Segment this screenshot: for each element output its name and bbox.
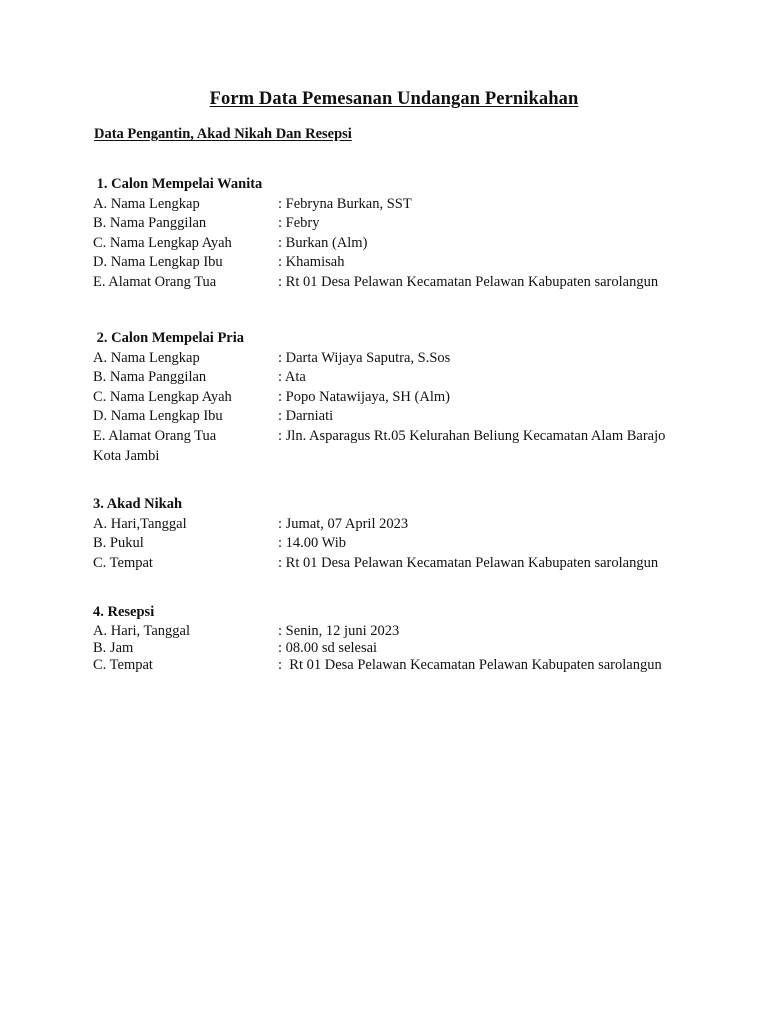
field-label: A. Nama Lengkap bbox=[93, 195, 200, 212]
field-label: B. Nama Panggilan bbox=[93, 369, 207, 385]
field-label: C. Tempat bbox=[93, 554, 153, 571]
section-heading: 2. Calon Mempelai Pria bbox=[93, 330, 245, 346]
field-value: : Darta Wijaya Saputra, S.Sos bbox=[278, 349, 451, 366]
field-row bbox=[93, 234, 733, 254]
field-row bbox=[93, 407, 733, 427]
field-row bbox=[93, 554, 733, 574]
field-label: C. Nama Lengkap Ayah bbox=[93, 234, 232, 251]
section-akad-nikah bbox=[93, 495, 733, 573]
document-title: Form Data Pemesanan Undangan Pernikahan bbox=[209, 89, 579, 109]
field-row bbox=[93, 427, 733, 447]
field-label: E. Alamat Orang Tua bbox=[93, 273, 217, 290]
section-heading: 4. Resepsi bbox=[93, 604, 155, 620]
field-value: : Popo Natawijaya, SH (Alm) bbox=[278, 388, 450, 405]
field-value: : Rt 01 Desa Pelawan Kecamatan Pelawan Kabupaten sarolangun bbox=[278, 554, 659, 571]
field-row bbox=[93, 515, 733, 535]
field-value: : Darniati bbox=[278, 408, 334, 424]
field-value: : Ata bbox=[278, 369, 306, 385]
field-value: : 08.00 sd selesai bbox=[278, 639, 378, 656]
field-row bbox=[93, 253, 733, 273]
field-label: B. Nama Panggilan bbox=[93, 215, 207, 231]
field-label: A. Hari, Tanggal bbox=[93, 622, 190, 639]
field-row bbox=[93, 368, 733, 388]
field-value: : Febryna Burkan, SST bbox=[278, 195, 412, 212]
field-row bbox=[93, 388, 733, 408]
section-heading: 3. Akad Nikah bbox=[93, 496, 183, 512]
field-row bbox=[93, 534, 733, 554]
field-value: : Rt 01 Desa Pelawan Kecamatan Pelawan Kabupaten sarolangun bbox=[278, 273, 659, 290]
field-row bbox=[93, 195, 733, 215]
field-value: : Burkan (Alm) bbox=[278, 234, 368, 251]
section-groom bbox=[93, 329, 733, 467]
field-row bbox=[93, 214, 733, 234]
field-label: B. Pukul bbox=[93, 535, 144, 551]
section-heading: 1. Calon Mempelai Wanita bbox=[93, 176, 263, 192]
field-value: : Jln. Asparagus Rt.05 Kelurahan Beliung Kecamatan Alam Barajo bbox=[278, 427, 666, 444]
field-row bbox=[93, 273, 733, 293]
field-value: : Khamisah bbox=[278, 254, 345, 270]
field-label: D. Nama Lengkap Ibu bbox=[93, 408, 223, 424]
address-continuation: Kota Jambi bbox=[93, 448, 160, 464]
field-label: A. Hari,Tanggal bbox=[93, 515, 187, 532]
field-row bbox=[93, 623, 733, 640]
section-bride bbox=[93, 175, 733, 292]
field-row bbox=[93, 349, 733, 369]
field-label: C. Nama Lengkap Ayah bbox=[93, 388, 232, 405]
field-value: : Rt 01 Desa Pelawan Kecamatan Pelawan Kabupaten sarolangun bbox=[278, 656, 662, 673]
field-value: : Jumat, 07 April 2023 bbox=[278, 515, 409, 532]
field-value: : Senin, 12 juni 2023 bbox=[278, 622, 400, 639]
field-label: C. Tempat bbox=[93, 656, 153, 673]
field-row bbox=[93, 640, 733, 657]
field-label: D. Nama Lengkap Ibu bbox=[93, 254, 223, 270]
field-label: E. Alamat Orang Tua bbox=[93, 427, 217, 444]
section-resepsi bbox=[93, 603, 733, 674]
field-value: : 14.00 Wib bbox=[278, 535, 347, 551]
field-label: A. Nama Lengkap bbox=[93, 349, 200, 366]
field-label: B. Jam bbox=[93, 639, 134, 656]
document-subtitle: Data Pengantin, Akad Nikah Dan Resepsi bbox=[94, 126, 352, 142]
field-value: : Febry bbox=[278, 215, 320, 231]
field-row bbox=[93, 657, 733, 674]
